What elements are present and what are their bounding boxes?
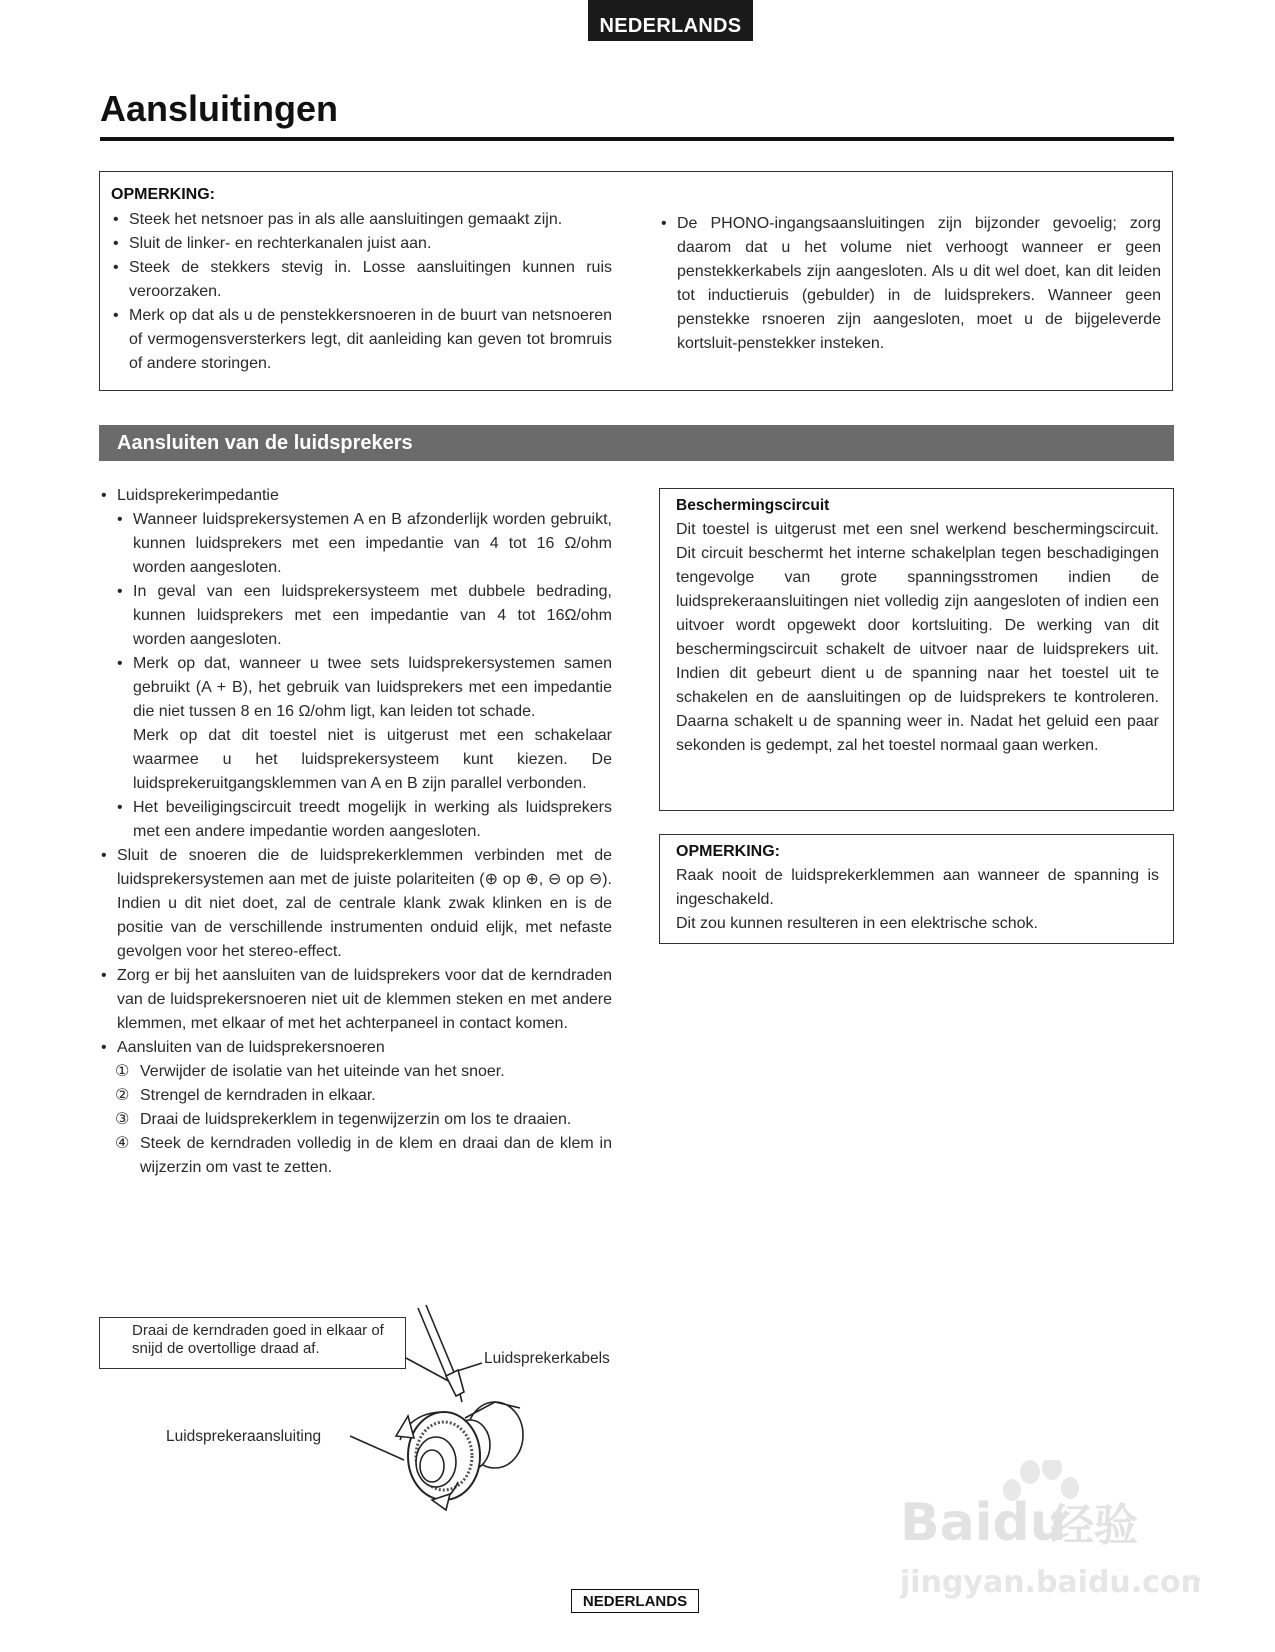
baidu-watermark [900,1460,1200,1610]
impedance-subitem: • Wanneer luidsprekersystemen A en B afzonderlijk worden gebruikt, kunnen luidsprekers met een impedantie van 4 tot 16 Ω/ohm worden aangesloten. [115,508,612,580]
impedance-continuation: Merk op dat dit toestel niet is uitgerust met een schakelaar waarmee u het luidsprekersysteem kunt kiezen. De luidsprekeruitgangsklemmen van A en B zijn parallel verbonden. [133,727,612,792]
note-item: • Steek het netsnoer pas in als alle aansluitingen gemaakt zijn. [111,208,612,232]
note-item: • Sluit de linker- en rechterkanalen juist aan. [111,232,612,256]
note-item: • Merk op dat als u de penstekkersnoeren in de buurt van netsnoeren of vermogensversterkers legt, dit aanleiding kan geven tot bromruis of andere storingen. [111,304,612,376]
step-text: Draai de luidsprekerklem in tegenwijzerzin om los te draaien. [140,1111,572,1128]
paw-logo-icon [900,1460,1200,1610]
label-speaker-terminal: Luidsprekeraansluiting [166,1428,322,1445]
warning-line: Raak nooit de luidsprekerklemmen aan wanneer de spanning is ingeschakeld. [676,867,1159,908]
note-item: • De PHONO-ingangsaansluitingen zijn bijzonder gevoelig; zorg daarom dat u het volume niet verhoogt wanneer er geen penstekkerkabels zijn aangesloten. Als u dit wel doet, kan dit leiden tot inductieruis (gebulder) in de luidsprekers. Wanneer geen penstekke rsnoeren zijn aangesloten, moet u de bijgeleverde kortsluit-penstekker insteken. [659,212,1161,356]
watermark-url: jingyan.baidu.com [900,1565,1200,1600]
step-number: ④ [115,1135,130,1152]
impedance-subitem: • Het beveiligingscircuit treedt mogelijk in werking als luidsprekers met een andere impedantie worden aangesloten. [115,796,612,844]
impedance-subitem: • Merk op dat, wanneer u twee sets luidsprekersystemen samen gebruikt (A + B), het gebruik van luidsprekers met een impedantie die niet tussen 8 en 16 Ω/ohm ligt, kan leiden tot schade. [115,652,612,724]
cable-icon [418,1305,464,1402]
leader-line [350,1436,404,1460]
language-tab-header: NEDERLANDS [588,0,753,41]
cores-item: • Zorg er bij het aansluiten van de luidsprekers voor dat de kerndraden van de luidsprekersnoeren niet uit de klemmen steken en met andere klemmen, met elkaar of met het achterpaneel in contact komen. [99,964,612,1036]
figure-caption: Draai de kerndraden goed in elkaar of snijd de overtollige draad af. [132,1322,384,1357]
step-text: Steek de kerndraden volledig in de klem en draai dan de klem in wijzerzin om vast te zetten. [140,1135,612,1176]
section-title: Aansluiten van de luidsprekers [99,425,1174,461]
warning-heading: OPMERKING: [676,843,780,860]
warning-line: Dit zou kunnen resulteren in een elektrische schok. [676,915,1038,932]
note-item: • Steek de stekkers stevig in. Losse aansluitingen kunnen ruis veroorzaken. [111,256,612,304]
step-text: Verwijder de isolatie van het uiteinde van het snoer. [140,1063,505,1080]
polarity-item: • Sluit de snoeren die de luidsprekerklemmen verbinden met de luidsprekersystemen aan met de juiste polariteiten (⊕ op ⊕, ⊖ op ⊖). Indien u dit niet doet, zal de centrale klank zwak klinken en is de positie van de verschillende instrumenten onduid elijk, met nefaste gevolgen voor het stereo-effect. [99,844,612,964]
note-heading: OPMERKING: [111,186,215,203]
impedance-subitem: • In geval van een luidsprekersysteem met dubbele bedrading, kunnen luidsprekers met een impedantie van 4 tot 16Ω/ohm worden aangesloten. [115,580,612,652]
step-text: Strengel de kerndraden in elkaar. [140,1087,376,1104]
step-number: ③ [115,1111,130,1128]
binding-post-icon [396,1402,523,1510]
protection-text: Dit toestel is uitgerust met een snel werkend beschermingscircuit. Dit circuit beschermt het interne schakelplan tegen beschadigingen tengevolge van grote spanningsstromen indien de luidsprekeraansluitingen niet volledig zijn aangesloten of indien een uitvoer wordt opgewekt door kortsluiting. De werking van dit beschermingscircuit schakelt de uitvoer naar de luidsprekers uit. Indien dit gebeurt dient u de spanning naar het toestel uit te schakelen en de aansluitingen op de luidsprekers te kontroleren. Daarna schakelt u de spanning weer in. Nadat het geluid een paar sekonden is gedempt, zal het toestel normaal gaan werken. [676,521,1159,754]
connect-heading: • Aansluiten van de luidsprekersnoeren [99,1036,612,1060]
step-number: ① [115,1063,130,1080]
watermark-brand: Baidu [900,1493,1067,1553]
leader-line [406,1358,454,1384]
step-number: ② [115,1087,130,1104]
watermark-brand-cn: 经验 [1050,1500,1138,1551]
label-speaker-cables: Luidsprekerkabels [484,1350,610,1367]
protection-heading: Beschermingscircuit [676,497,830,514]
page-title: Aansluitingen [100,88,339,129]
language-tab-footer: NEDERLANDS [571,1589,699,1613]
impedance-heading: Luidsprekerimpedantie [117,487,279,504]
